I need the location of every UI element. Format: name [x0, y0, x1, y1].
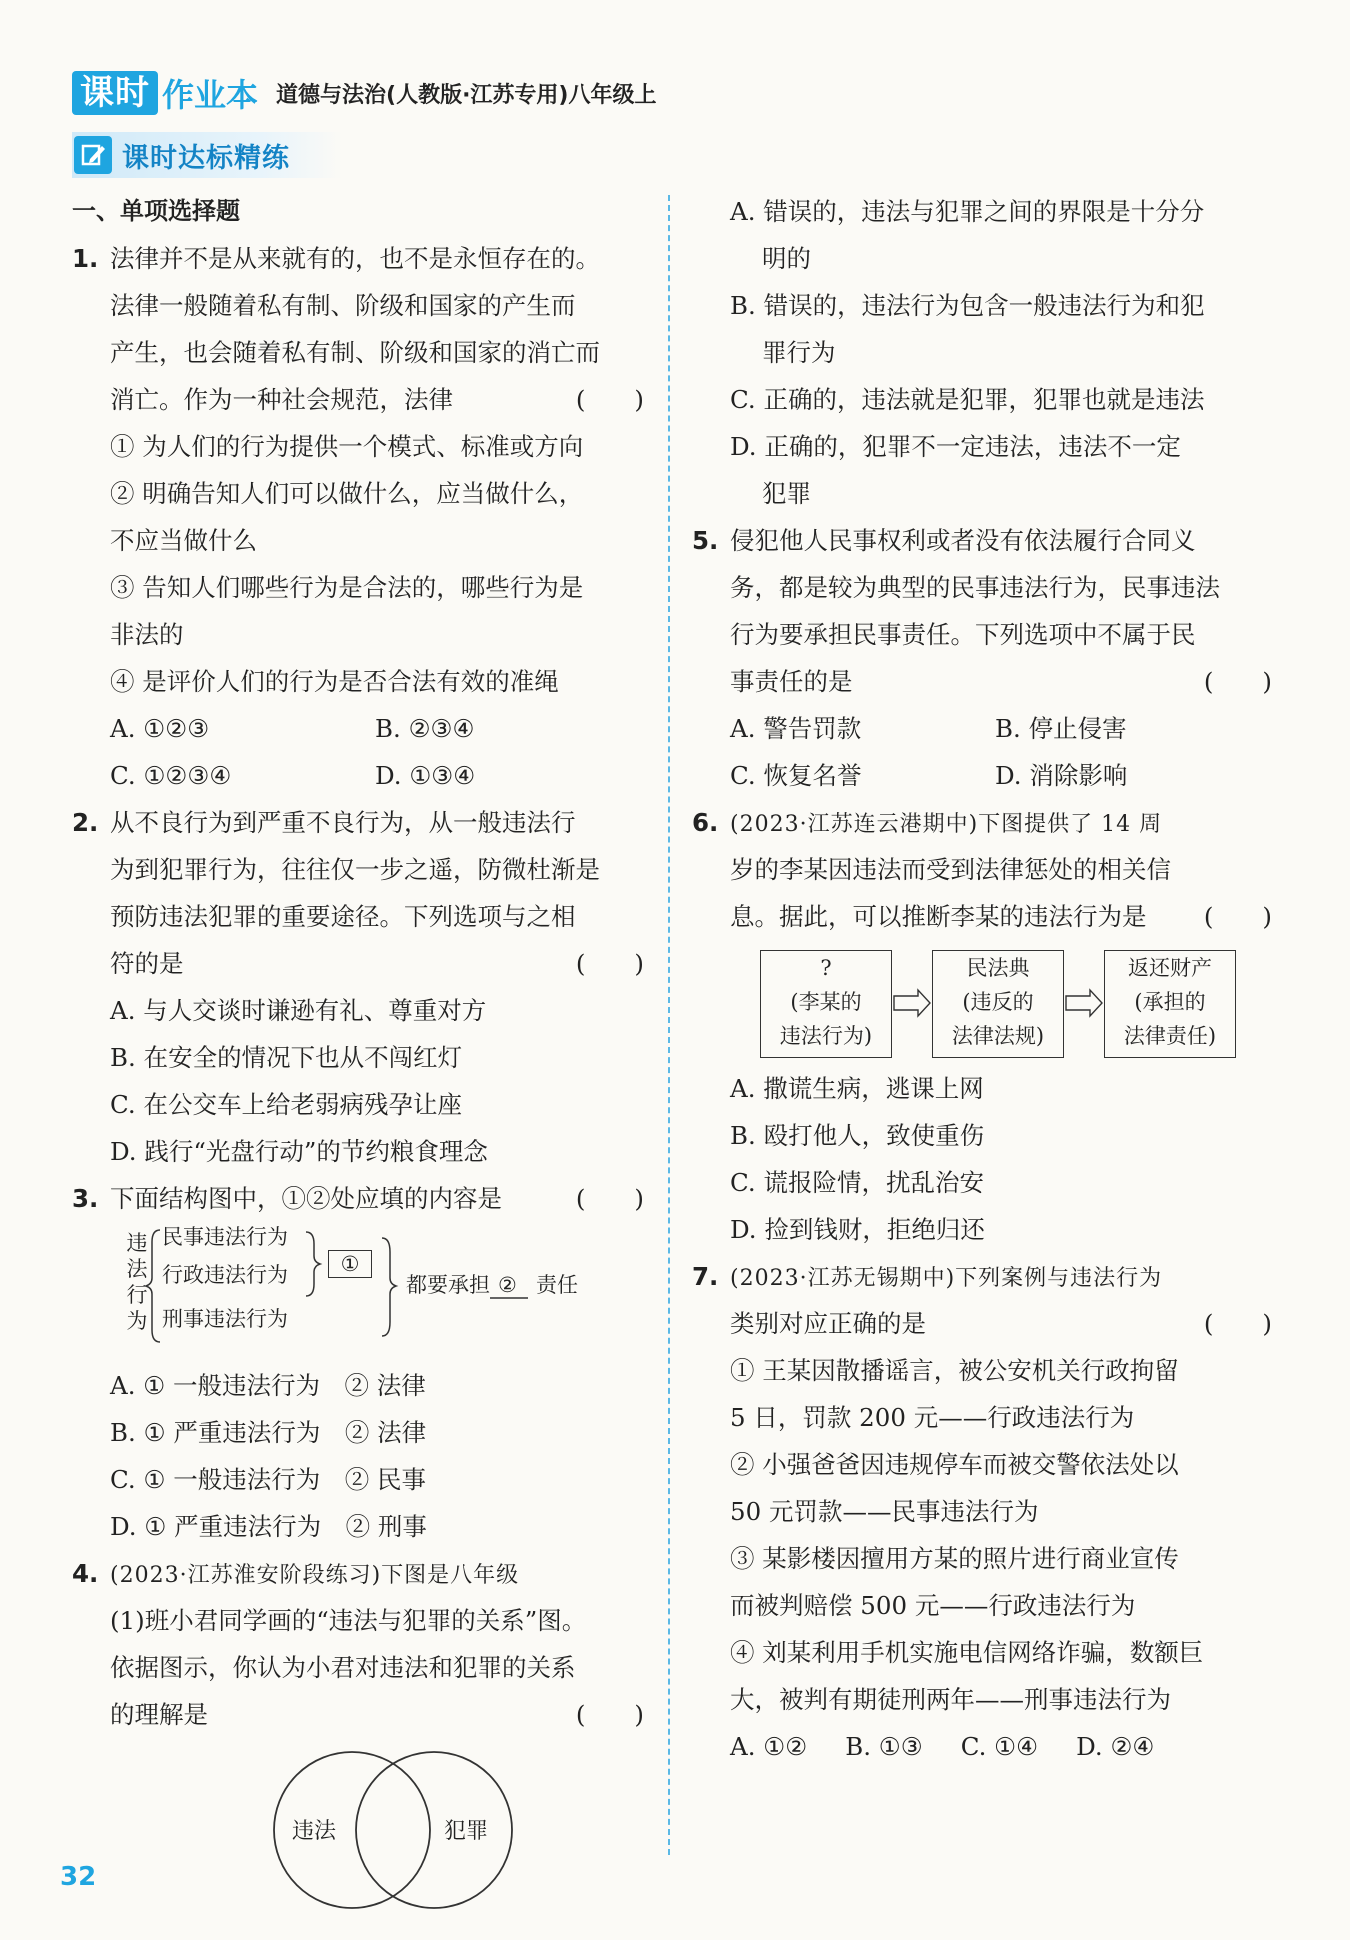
question-number: 3.: [72, 1184, 99, 1213]
statement-item: 50 元罚款——民事违法行为: [730, 1497, 1039, 1526]
option-c: C. ①④: [960, 1732, 1039, 1761]
statement-item: ③ 某影楼因擅用方某的照片进行商业宣传: [730, 1544, 1179, 1573]
question-text-line: (1)班小君同学画的“违法与犯罪的关系”图。: [110, 1606, 587, 1635]
flow-box-line: (承担的: [1134, 990, 1206, 1014]
option-d-cont: 犯罪: [762, 479, 811, 508]
question-number: 5.: [692, 526, 719, 555]
venn-diagram: [72, 1738, 644, 1928]
column-divider: [668, 195, 670, 1855]
question-number: 6.: [692, 808, 719, 837]
statement-item: ② 明确告知人们可以做什么，应当做什么，: [110, 479, 584, 508]
question-2: [72, 799, 644, 1175]
statement-item: ④ 是评价人们的行为是否合法有效的准绳: [110, 667, 559, 696]
option-a: A. 错误的，违法与犯罪之间的界限是十分分: [730, 197, 1205, 226]
option-a: A. ①②: [730, 1732, 808, 1761]
question-text-line: 类别对应正确的是: [730, 1309, 926, 1338]
statement-item: ① 王某因散播谣言，被公安机关行政拘留: [730, 1356, 1179, 1385]
option-b: B. 殴打他人，致使重伤: [730, 1121, 985, 1150]
flow-box-line: 返还财产: [1128, 956, 1212, 980]
option-a: A. 撒谎生病，逃课上网: [730, 1074, 984, 1103]
answer-paren: ( ): [575, 949, 644, 978]
statement-item: 大，被判有期徒刑两年——刑事违法行为: [730, 1685, 1171, 1714]
option-d: D. 消除影响: [995, 761, 1128, 790]
venn-circles: [72, 1738, 644, 1928]
answer-paren: ( ): [575, 1184, 644, 1213]
question-number: 2.: [72, 808, 99, 837]
diagram-label-char: 为: [126, 1309, 148, 1333]
question-text-line: 为到犯罪行为，往往仅一步之遥，防微杜渐是: [110, 855, 600, 884]
question-text-line: 法律并不是从来就有的，也不是永恒存在的。: [110, 244, 600, 273]
flow-box-line: 法律责任): [1123, 1024, 1217, 1048]
page-header: [72, 70, 656, 116]
option-a-cont: 明的: [762, 244, 811, 273]
question-text-line: (2023·江苏无锡期中)下列案例与违法行为: [730, 1266, 1163, 1291]
option-a: A. ①②③: [110, 714, 210, 743]
question-4: [72, 1550, 644, 1928]
option-b: B. 错误的，违法行为包含一般违法行为和犯: [730, 291, 1205, 320]
brand-logo: 课时: [72, 71, 158, 115]
question-number: 4.: [72, 1559, 99, 1588]
option-c: C. ① 一般违法行为 ② 民事: [110, 1465, 426, 1494]
question-text-line: 从不良行为到严重不良行为，从一般违法行: [110, 808, 576, 837]
option-c: C. 正确的，违法就是犯罪，犯罪也就是违法: [730, 385, 1205, 414]
option-b: B. ①③: [845, 1732, 923, 1761]
statement-item: 而被判赔偿 500 元——行政违法行为: [730, 1591, 1136, 1620]
option-c: C. 恢复名誉: [730, 761, 862, 790]
question-text-line: (2023·江苏连云港期中)下图提供了 14 周: [730, 812, 1163, 837]
question-text-line: 预防违法犯罪的重要途径。下列选项与之相: [110, 902, 576, 931]
diagram-item: 民事违法行为: [162, 1225, 288, 1249]
option-c: C. ①②③④: [110, 761, 232, 790]
question-number: 1.: [72, 244, 99, 273]
diagram-tail-post: 责任: [536, 1273, 578, 1297]
question-text-line: 侵犯他人民事权利或者没有依法履行合同义: [730, 526, 1196, 555]
question-text-line: 的理解是: [110, 1700, 208, 1729]
option-a: A. ① 一般违法行为 ② 法律: [110, 1371, 426, 1400]
statement-item: ② 小强爸爸因违规停车而被交警依法处以: [730, 1450, 1179, 1479]
statement-item: 不应当做什么: [110, 526, 257, 555]
diagram-label-char: 行: [126, 1283, 148, 1307]
option-a: A. 警告罚款: [730, 714, 862, 743]
question-text-line: 务，都是较为典型的民事违法行为，民事违法: [730, 573, 1220, 602]
diagram-blank: ②: [498, 1273, 517, 1297]
header-subject: 道德与法治(人教版·江苏专用)八年级上: [276, 82, 657, 108]
option-b: B. 在安全的情况下也从不闯红灯: [110, 1043, 463, 1072]
option-b-cont: 罪行为: [762, 338, 836, 367]
left-column: [72, 188, 644, 1928]
answer-paren: ( ): [1203, 1309, 1272, 1338]
answer-paren: ( ): [1203, 902, 1272, 931]
question-text-line: (2023·江苏淮安阶段练习)下图是八年级: [110, 1563, 520, 1588]
diagram-label-char: 违: [126, 1231, 148, 1255]
question-6: [692, 799, 1272, 1253]
question-7: [692, 1253, 1272, 1770]
option-b: B. 停止侵害: [995, 714, 1127, 743]
option-a: A. 与人交谈时谦逊有礼、尊重对方: [110, 996, 487, 1025]
question-number: 7.: [692, 1262, 719, 1291]
question-text-line: 符的是: [110, 949, 184, 978]
right-column: [692, 188, 1272, 1770]
flow-box-line: (违反的: [962, 990, 1034, 1014]
answer-paren: ( ): [1203, 667, 1272, 696]
question-text-line: 下面结构图中，①②处应填的内容是: [110, 1184, 502, 1213]
question-text-line: 岁的李某因违法而受到法律惩处的相关信: [730, 855, 1171, 884]
option-c: C. 谎报险情，扰乱治安: [730, 1168, 984, 1197]
answer-paren: ( ): [575, 385, 644, 414]
flow-box-line: 民法典: [966, 956, 1030, 980]
page-number: 32: [60, 1862, 97, 1892]
question-3: [72, 1175, 644, 1550]
question-text-line: 依据图示，你认为小君对违法和犯罪的关系: [110, 1653, 576, 1682]
question-1: [72, 235, 644, 799]
question-text-line: 消亡。作为一种社会规范，法律: [110, 385, 453, 414]
option-d: D. 捡到钱财，拒绝归还: [730, 1215, 985, 1244]
question-text-line: 行为要承担民事责任。下列选项中不属于民: [730, 620, 1196, 649]
statement-item: 非法的: [110, 620, 184, 649]
diagram-item: 行政违法行为: [162, 1263, 288, 1287]
question-5: [692, 517, 1272, 799]
question-text-line: 事责任的是: [730, 667, 853, 696]
venn-label-right: 犯罪: [444, 1819, 489, 1844]
venn-label-left: 违法: [292, 1819, 337, 1844]
option-b: B. ① 严重违法行为 ② 法律: [110, 1418, 427, 1447]
option-d: D. ①③④: [375, 761, 476, 790]
flow-diagram: [692, 940, 1272, 1065]
option-d: D. ① 严重违法行为 ② 刑事: [110, 1512, 427, 1541]
section-title: 一、单项选择题: [72, 197, 240, 225]
diagram-label-char: 法: [126, 1257, 148, 1281]
question-text-line: 法律一般随着私有制、阶级和国家的产生而: [110, 291, 576, 320]
statement-item: ④ 刘某利用手机实施电信网络诈骗，数额巨: [730, 1638, 1204, 1667]
question-text-line: 息。据此，可以推断李某的违法行为是: [730, 902, 1147, 931]
structure-diagram: [110, 1222, 644, 1362]
option-d: D. 践行“光盘行动”的节约粮食理念: [110, 1137, 488, 1166]
diagram-item: 刑事违法行为: [162, 1307, 288, 1331]
answer-paren: ( ): [575, 1700, 644, 1729]
section-banner: [72, 132, 342, 178]
option-c: C. 在公交车上给老弱病残孕让座: [110, 1090, 462, 1119]
pencil-icon: [74, 136, 112, 174]
question-4-options: [692, 188, 1272, 517]
diagram-tail-pre: 都要承担: [406, 1273, 490, 1297]
flow-arrows: [692, 940, 1272, 1065]
flow-box-line: 法律法规): [951, 1024, 1045, 1048]
brand-name: 作业本: [162, 76, 259, 114]
option-d: D. 正确的，犯罪不一定违法，违法不一定: [730, 432, 1181, 461]
option-b: B. ②③④: [375, 714, 475, 743]
flow-box-line: (李某的: [790, 990, 862, 1014]
flow-box-line: 违法行为): [779, 1024, 873, 1048]
flow-box-line: ?: [820, 956, 832, 980]
statement-item: ① 为人们的行为提供一个模式、标准或方向: [110, 432, 584, 461]
section-banner-title: 课时达标精练: [122, 142, 290, 174]
question-text-line: 产生，也会随着私有制、阶级和国家的消亡而: [110, 338, 600, 367]
statement-item: 5 日，罚款 200 元——行政违法行为: [730, 1403, 1135, 1432]
option-d: D. ②④: [1076, 1732, 1155, 1761]
diagram-box-1: ①: [328, 1250, 372, 1278]
statement-item: ③ 告知人们哪些行为是合法的，哪些行为是: [110, 573, 584, 602]
